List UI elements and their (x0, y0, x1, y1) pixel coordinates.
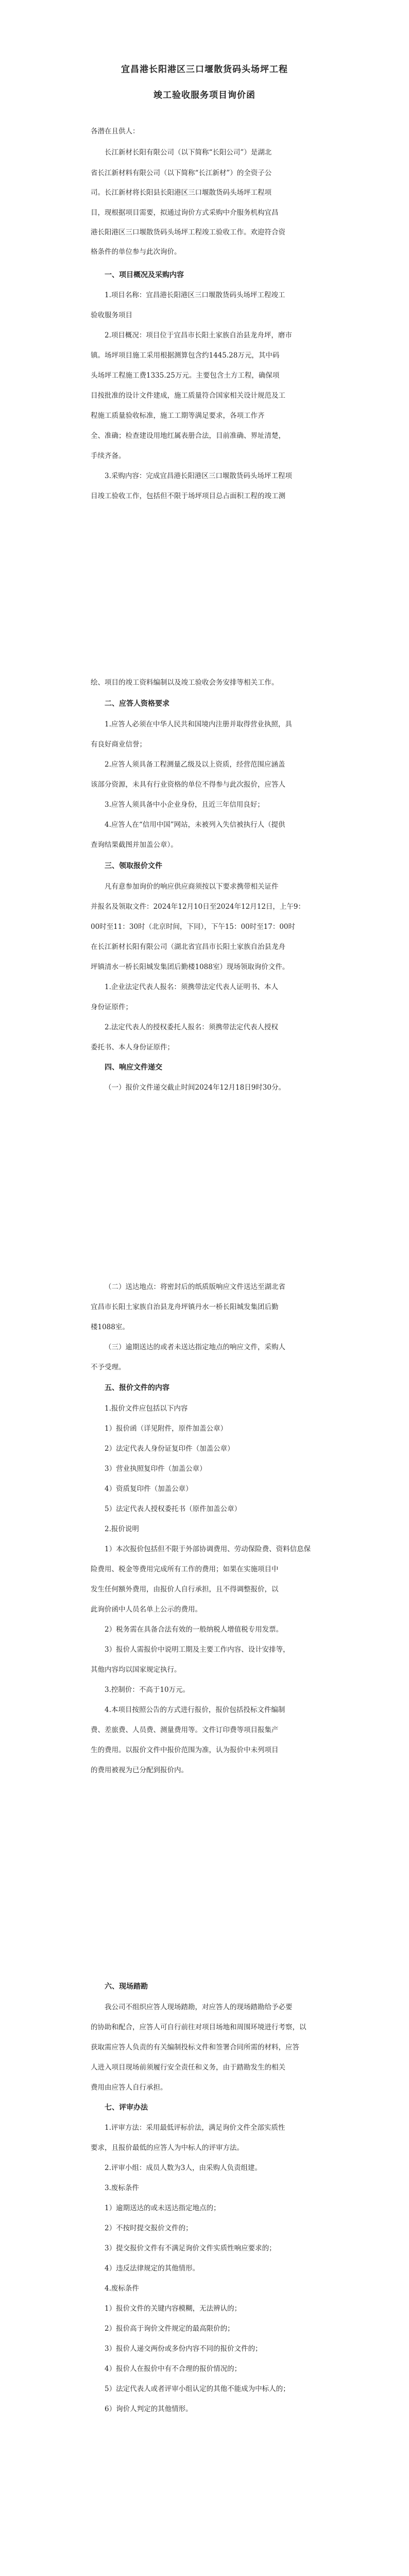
section-1-tail: 绘、项目的竣工资料编制以及竣工验收会务安排等相关工作。 (91, 679, 279, 687)
section-3-line: 并报名及领取文件：2024年12月10日至2024年12月12日，上午9： (91, 903, 305, 911)
section-5-line: 2）税务需在具备合法有效的一般纳税人增值税专用发票。 (105, 1625, 283, 1634)
section-2-line: 2.应答人须具备工程测量乙级及以上资质，经营范围应涵盖 (105, 760, 285, 769)
section-5-line: 4.本项目按照公告的方式进行报价，报价包括投标文件编制 (105, 1706, 285, 1714)
section-4-line: 不予受理。 (91, 1363, 126, 1371)
section-5-line: 的费用被视为已分配到报价内。 (91, 1766, 188, 1774)
section-7-line: 3.废标条件 (105, 2184, 139, 2192)
greeting: 各潜在且供人： (91, 127, 140, 135)
section-7-line: 6）询价人判定的其他情形。 (105, 2405, 193, 2413)
section-5-line: 其他内容均以国家规定执行。 (91, 1666, 181, 1674)
section-7-line: 5）法定代表人或者评审小组认定的其他不能成为中标人的； (105, 2385, 290, 2393)
section-1-line: 全、准确；检查建设用地红属表册合法，目前准确、界址清楚， (91, 432, 285, 440)
section-4-line: （一）报价文件递交截止时间2024年12月18日9时30分。 (105, 1083, 285, 1092)
section-2-line: 该部分资源，未具有行业资格的单位不得参与此次报价，应答人 (91, 781, 285, 789)
section-7-line: 2）报价高于询价文件规定的最高限价的； (105, 2325, 234, 2333)
section-7-line: 要求，且报价最低的应答人为中标人的评审方法。 (91, 2144, 244, 2152)
section-5-line: 3）报价人需报价中说明工期及主要工作内容、设计安排等， (105, 1646, 290, 1654)
section-7-line: 4.废标条件 (105, 2284, 139, 2293)
section-5-heading: 五、报价文件的内容 (105, 1384, 169, 1392)
section-2-line: 1.应答人必须在中华人民共和国境内注册并取得营业执照，具 (105, 720, 292, 728)
section-3-line: 00时至11：30时（北京时间，下同），下午15：00时至17：00时 (91, 923, 295, 931)
section-4-line: （二）送达地点：将密封后的纸质版响应文件送达至湖北省 (105, 1283, 285, 1291)
intro-line: 格条件的单位参与此次询价。 (91, 248, 181, 256)
section-5-line: 1）本次报价包括但不限于外部协调费用、劳动保险费、资料信息保 (105, 1545, 311, 1553)
section-1-line: 目竣工验收工作，包括但不限于场坪项目总占面积工程的竣工测 (91, 492, 285, 500)
intro-line: 司。长江新材将长阳县长阳港区三口堰散货码头场坪工程项 (91, 189, 271, 197)
section-7-line: 4）违反法律规定的其他情形。 (105, 2264, 200, 2273)
section-3-line: 在长江新材长阳有限公司（湖北省宜昌市长阳土家族自治县龙舟 (91, 943, 285, 951)
section-1-line: 1.项目名称：宜昌港长阳港区三口堰散货码头场坪工程竣工 (105, 291, 285, 299)
document-title-line-1: 宜昌港长阳港区三口堰散货码头场坪工程 (121, 64, 288, 75)
section-5-line: 3）营业执照复印件（加盖公章） (105, 1465, 207, 1473)
intro-line: 港长阳港区三口堰散货码头场坪工程竣工验收工作。欢迎符合资 (91, 228, 285, 236)
section-3-line: 坪镇清水一桥长阳城发集团后勤楼1088室）现场领取询价文件。 (91, 963, 289, 971)
section-3-line: 凡有意参加询价的响应供应商须按以下要求携带相关证件 (105, 883, 279, 891)
section-7-line: 4）报价人在报价中有不合理的报价情况的； (105, 2365, 242, 2373)
section-3-line: 身份证原件； (91, 1003, 132, 1011)
section-7-line: 2）不按时提交报价文件的； (105, 2224, 193, 2232)
section-4-line: （三）逾期送达的或者未送达指定地点的响应文件，采购人 (105, 1343, 285, 1351)
section-6-line: 费用由应答人自行承担。 (91, 2083, 167, 2092)
intro-line: 长江新材长阳有限公司（以下简称“长阳公司”）是湖北 (105, 148, 272, 157)
section-5-line: 险费用、税金等费用完成所有工作的费用；如果在实施项目中 (91, 1565, 279, 1573)
section-2-line: 有良好商业信誉； (91, 740, 146, 749)
section-1-line: 2.项目概况：项目位于宜昌市长阳土家族自治县龙舟坪，磨市 (105, 331, 292, 340)
section-7-line: 1.评审方法：采用最低评标价法，满足询价文件全部实质性 (105, 2124, 285, 2132)
section-1-line: 目按批准的设计文件建成，施工质量符合国家相关设计规范及工 (91, 392, 285, 400)
section-1-heading: 一、项目概况及采购内容 (105, 271, 184, 279)
section-5-line: 4）资质复印件（加盖公章） (105, 1485, 193, 1493)
section-6-line: 人进入项目现场前须履行安全责任和义务，由于踏勘发生的相关 (91, 2063, 285, 2072)
section-5-line: 5）法定代表人授权委托书（原件加盖公章） (105, 1505, 242, 1513)
section-1-line: 验收服务项目 (91, 311, 132, 319)
section-1-line: 3.采购内容：完成宜昌港长阳港区三口堰散货码头场坪工程项 (105, 472, 292, 480)
section-5-line: 费、差旅费、人员费、测量费用等。文件订印费等项目报集产 (91, 1726, 279, 1734)
section-7-line: 3）提交报价文件有不满足询价文件实质性响应要求的； (105, 2244, 276, 2252)
section-6-line: 获取需应答人负责的有关编制投标文件和签署合同所需的材料，应答 (91, 2043, 299, 2052)
section-3-line: 委托书、本人身份证原件； (91, 1043, 174, 1052)
section-1-line: 头场坪工程施工费1335.25万元。主要包含土方工程，确保项 (91, 371, 280, 380)
intro-line: 目，现根据项目需要，拟通过询价方式采购中介服务机构宜昌 (91, 209, 279, 217)
section-5-line: 2）法定代表人身份证复印件（加盖公章） (105, 1445, 234, 1453)
section-1-line: 程施工质量验收标准，施工工期等满足要求，各项工作齐 (91, 412, 265, 420)
section-1-line: 手续齐备。 (91, 452, 126, 460)
document-title-line-2: 竣工验收服务项目询价函 (154, 90, 255, 100)
section-4-line: 楼1088室。 (91, 1323, 129, 1331)
section-3-heading: 三、领取报价文件 (105, 862, 162, 870)
section-4-heading: 四、响应文件递交 (105, 1063, 162, 1072)
section-5-line: 2.报价说明 (105, 1525, 139, 1533)
section-7-line: 1）逾期送达的或未送达指定地点的； (105, 2204, 220, 2212)
section-5-line: 生的费用。以报价文件中报价范围为准，认为报价中未列项目 (91, 1746, 279, 1754)
section-5-line: 1.报价文件应包括以下内容 (105, 1404, 188, 1413)
section-6-heading: 六、现场踏勘 (105, 1982, 148, 1991)
section-6-line: 我公司不组织应答人现场踏勘，对应答人的现场踏勘给予必要 (105, 2003, 293, 2011)
section-5-line: 发生任何额外费用，由报价人自行承担，且不得调整报价，以 (91, 1585, 279, 1594)
section-2-line: 查询结果截图并加盖公章）。 (91, 841, 178, 849)
section-7-line: 3）报价人递交两份或多份内容不同的报价文件的； (105, 2345, 262, 2353)
section-4-line: 宜昌市长阳土家族自治县龙舟坪镇丹水一桥长阳城发集团后勤 (91, 1303, 279, 1311)
section-7-line: 1）报价文件的关键内容模糊，无法辨认的； (105, 2304, 242, 2313)
section-6-line: 的协助和配合，应答人可自行前往对项目场地和周围环境进行考察，以 (91, 2023, 306, 2031)
intro-line: 省长江新材料有限公司（以下简称“长江新材”）的全资子公 (91, 169, 272, 177)
section-7-heading: 七、评审办法 (105, 2104, 148, 2112)
section-7-line: 2.评审小组：成员人数为3人，由采购人负责组建。 (105, 2164, 262, 2172)
section-5-line: 3.控制价：不高于10万元。 (105, 1686, 190, 1694)
section-3-line: 2.法定代表人的授权委托人报名：须携带法定代表人授权 (105, 1023, 278, 1031)
section-5-line: 1）报价函（详见附件，原件加盖公章） (105, 1425, 228, 1433)
section-5-line: 此询价函中人员名单上公示的费用。 (91, 1605, 202, 1614)
section-3-line: 1.企业法定代表人报名：须携带法定代表人证明书、本人 (105, 983, 278, 991)
section-2-heading: 二、应答人资格要求 (105, 700, 169, 708)
section-2-line: 3.应答人须具备中小企业身份，且近三年信用良好； (105, 801, 264, 809)
section-1-line: 镇。场坪项目施工采用根据测算包含约1445.28万元，其中码 (91, 351, 280, 360)
section-2-line: 4.应答人在“信用中国”网站，未被列入失信被执行人（提供 (105, 821, 285, 829)
